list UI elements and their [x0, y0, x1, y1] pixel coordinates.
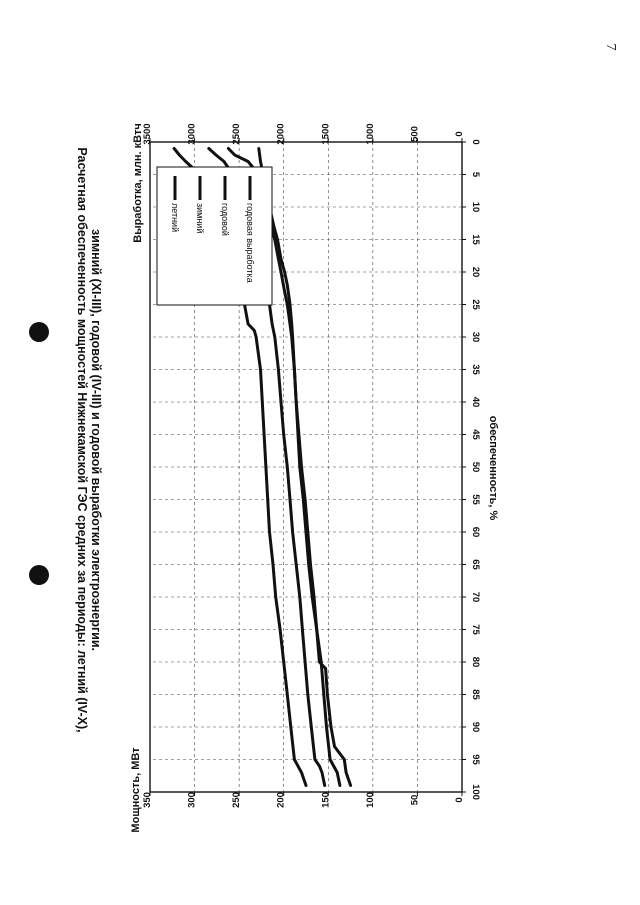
y-tick-label: 100 [364, 792, 376, 808]
x-tick-label: 30 [470, 331, 481, 343]
y2-tick-label: 3000 [186, 123, 198, 145]
y-tick-labels [142, 792, 465, 808]
x-tick-label: 20 [470, 266, 481, 278]
y2-tick-label: 1000 [364, 123, 376, 145]
legend-label-generation: годовая выработка [245, 203, 255, 283]
x-tick-label: 85 [470, 689, 481, 700]
legend [157, 167, 272, 305]
x-tick-label: 35 [470, 364, 481, 375]
x-tick-label: 0 [470, 139, 481, 145]
y-tick-label: 350 [142, 792, 153, 808]
y2-tick-label: 2000 [275, 123, 287, 145]
y2-tick-label: 0 [454, 131, 465, 137]
x-tick-label: 100 [470, 784, 481, 800]
chart-title [75, 147, 103, 732]
y-tick-label: 150 [320, 792, 332, 808]
punch-hole-bottom [29, 565, 49, 585]
x-tick-label: 50 [470, 461, 481, 473]
x-tick-labels [462, 139, 481, 800]
y-tick-label: 250 [231, 792, 243, 808]
x-tick-label: 15 [470, 234, 481, 245]
x-tick-label: 80 [470, 656, 481, 668]
x-tick-label: 45 [470, 429, 481, 440]
y-tick-label: 50 [409, 794, 421, 806]
y2-tick-label: 1500 [320, 123, 332, 145]
x-tick-label: 90 [470, 721, 481, 733]
y-tick-label: 200 [275, 792, 287, 808]
punch-hole-top [29, 322, 49, 342]
x-tick-label: 75 [470, 624, 481, 635]
y2-axis-title: Выработка, млн. кВтч [132, 123, 144, 243]
x-tick-label: 40 [470, 396, 481, 408]
chart-title-line-2: зимний (XI-III), годовой (IV-III) и годовой выработки электроэнергии. [89, 228, 103, 652]
chart-title-line-1: Расчетная обеспеченность мощностей Нижнекамской ГЭС средних за периоды: летний (IV-X), [75, 147, 89, 733]
plot-area [150, 142, 462, 792]
x-tick-label: 95 [470, 754, 481, 765]
y2-tick-label: 500 [409, 126, 421, 142]
legend-label-winter: зимний [195, 203, 205, 234]
y2-tick-label: 2500 [231, 123, 243, 145]
x-tick-label: 65 [470, 559, 481, 570]
legend-label-annual: годовой [220, 203, 230, 236]
rotated-chart [75, 123, 499, 832]
x-axis-title: обеспеченность, % [487, 415, 499, 521]
x-tick-label: 60 [470, 526, 481, 538]
page-number: 7 [603, 43, 618, 51]
y2-tick-label: 3500 [142, 123, 153, 145]
y-tick-label: 0 [454, 797, 465, 803]
x-tick-label: 55 [470, 494, 481, 505]
legend-label-summer: летний [170, 203, 180, 233]
x-tick-label: 10 [470, 201, 481, 213]
y-axis-title: Мощность, МВт [130, 747, 142, 833]
y-tick-label: 300 [186, 792, 198, 808]
x-tick-label: 25 [470, 299, 481, 310]
x-tick-label: 70 [470, 591, 481, 603]
x-tick-label: 5 [470, 171, 481, 178]
